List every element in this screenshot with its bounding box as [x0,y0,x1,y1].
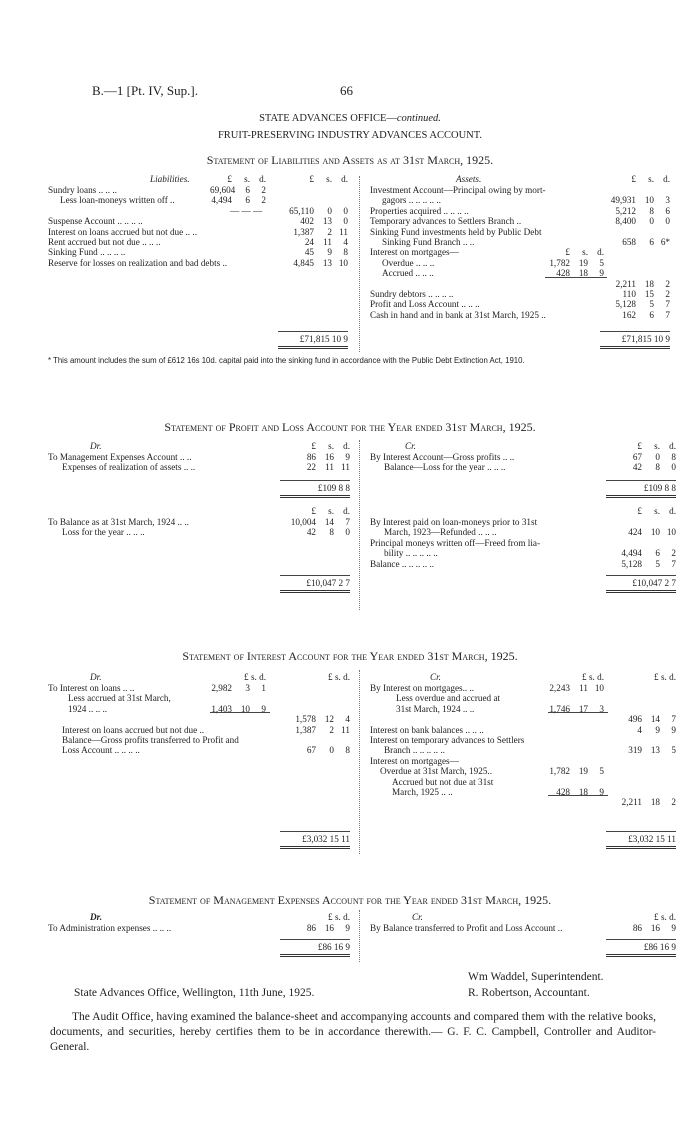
credit-label: 31st March, 1924 .. .. [396,703,475,714]
amount-shillings: 2 [329,724,334,735]
debit-amount: 86 [306,923,316,933]
credit-amount: 424 [628,527,642,538]
liability-amount: 45 [304,247,314,258]
credit-label: By Balance transferred to Profit and Loss Account .. [370,923,563,933]
debit-amount: 1,387 [295,724,316,735]
amount-shillings: 15 [644,289,654,299]
amount-shillings: 11 [579,683,588,693]
column-divider [359,440,360,610]
asset-label: Overdue .. .. .. [382,257,435,268]
credit-label: Balance—Loss for the year .. .. .. [384,462,506,473]
amount-shillings: 13 [322,216,332,227]
rule [606,939,676,940]
amount-pence: 6 [665,205,670,216]
amount-shillings: 0 [655,452,660,462]
amount-pence: 9 [599,268,604,279]
credit-label: Interest on temporary advances to Settlers [370,735,525,745]
rule [210,712,270,713]
amount-shillings: 16 [324,452,334,462]
amount-pence: d. [669,506,676,516]
superintendent-signature: Wm Waddel, Superintendent. [468,971,604,983]
credit-label: Overdue at 31st March, 1925.. [380,766,493,777]
amount-pence: 11 [339,226,348,237]
asset-label: Temporary advances to Settlers Branch .. [370,216,522,227]
debit-inner-amount: 2,982 [211,683,232,693]
amount-shillings: 5 [655,558,660,569]
amount-pence: 7 [665,309,670,320]
amount-shillings: 14 [324,517,334,527]
liabilities-heading: Liabilities. [150,174,190,184]
credit-amount: 42 [632,462,642,473]
amount-pence: d. [343,441,350,451]
amount-pence: d. [669,441,676,451]
amount-pence: 9 [599,787,604,797]
amount-shillings: 19 [578,766,588,777]
assets-heading: Assets. [456,174,482,184]
amount-pence: 9 [345,452,350,462]
amount-shillings: 6 [649,237,654,247]
debit-label: Balance—Gross profits transferred to Profit and [62,735,239,745]
amount-pence: d. [597,247,604,258]
amount-pence: 11 [341,724,350,735]
amount-pence: 0 [343,216,348,227]
liability-amount: 24 [304,237,314,247]
amount-shillings: 18 [650,797,660,808]
column-heading: £ s. d. [328,672,350,682]
double-rule [606,846,676,849]
credit-inner-amount: 1,746 [549,703,570,714]
credit-inner-amount: 2,243 [549,683,570,693]
liability-label: Interest on loans accrued but not due .. .. [48,226,197,237]
rule [280,480,350,481]
amount-shillings: 0 [327,205,332,216]
asset-amount: 8,400 [615,216,636,227]
amount-pence: 0 [345,527,350,538]
amount-pence: 5 [599,257,604,268]
debit-label: Interest on loans accrued but not due .. [62,724,205,735]
amount-shillings: 8 [329,527,334,538]
amount-pence: 2 [671,548,676,559]
credit-label: Branch .. .. .. .. .. [384,745,445,756]
amount-shillings: 0 [329,745,334,756]
double-rule [280,495,350,498]
total-amount: £109 8 8 [643,483,676,493]
amount-shillings: 10 [240,703,250,714]
amount-shillings: 2 [327,226,332,237]
asset-amount: 110 [622,289,636,299]
liability-inner-amount: 4,494 [211,195,232,206]
column-divider [359,670,360,854]
amount-pence: 5 [671,745,676,756]
amount-shillings: 13 [322,257,332,268]
amount-pence: 7 [345,517,350,527]
asset-amount: 49,931 [610,195,636,206]
asset-amount: 2,211 [615,278,636,289]
place-and-date: State Advances Office, Wellington, 11th June, 1925. [74,987,315,999]
amount-pence: 3 [665,195,670,206]
total-amount: £109 8 8 [317,483,350,493]
rule [548,795,608,796]
amount-pence: 9 [671,923,676,933]
amount-pence: 0 [671,462,676,473]
amount-pence: d. [663,174,670,184]
debit-amount: 1,578 [295,714,316,725]
total-amount: £3,032 15 11 [302,834,350,844]
amount-pence: 0 [665,216,670,227]
amount-shillings: 8 [649,205,654,216]
rule [280,939,350,940]
double-rule [600,346,670,349]
liability-inner-amount: 69,604 [210,185,236,195]
total-amount: £10,047 2 7 [632,578,676,588]
liability-amount: 65,110 [289,205,314,216]
liability-amount: 402 [300,216,314,227]
column-heading: £ [311,506,316,516]
debit-amount: 10,004 [290,517,316,527]
amount-shillings: 11 [323,237,332,247]
asset-inner-amount: £ [565,247,570,258]
column-heading: £ [227,174,232,184]
credit-label: Less overdue and accrued at [396,693,501,704]
debit-label: To Management Expenses Account .. .. [48,452,192,462]
amount-shillings: 5 [649,299,654,310]
credit-amount: 2,211 [621,797,642,808]
amount-shillings: 10 [650,527,660,538]
credit-amount: 4,494 [621,548,642,559]
amount-pence: 8 [343,247,348,258]
liability-label: Reserve for losses on realization and bad debts .. [48,257,228,268]
credit-label: bility .. .. .. .. .. [384,548,438,559]
amount-shillings: 13 [650,745,660,756]
amount-shillings: 6 [649,309,654,320]
column-heading: £ [637,506,642,516]
amount-pence: 2 [261,185,266,195]
liability-label: Less loan-moneys written off .. [60,195,175,206]
debit-heading: Dr. [90,912,102,922]
liability-label: Sinking Fund .. .. .. .. [48,247,126,258]
amount-pence: 4 [345,714,350,725]
asset-label: Sinking Fund Branch .. .. [382,237,475,247]
debit-amount: 22 [306,462,316,473]
credit-label: By Interest Account—Gross profits .. .. [370,452,515,462]
credit-label: Interest on mortgages— [370,755,459,766]
asset-label: Interest on mortgages— [370,247,459,258]
liability-label: Sundry loans .. .. .. [48,185,117,195]
column-heading: £ [631,174,636,184]
amount-pence: 6* [660,237,670,247]
amount-shillings: 0 [649,216,654,227]
amount-shillings: 10 [644,195,654,206]
profit-loss-title: Statement of Profit and Loss Account for the Year ended 31st March, 1925. [164,420,536,434]
rule [606,575,676,576]
asset-label: Sinking Fund investments held by Public Debt [370,226,542,237]
credit-label: Accrued but not due at 31st [392,776,494,787]
office-title: STATE ADVANCES OFFICE—continued. [259,113,441,124]
amount-shillings: s. [328,441,334,451]
amount-pence: 8 [671,452,676,462]
double-rule [606,495,676,498]
credit-amount: 319 [628,745,642,756]
document-reference: B.—1 [Pt. IV, Sup.]. [92,83,198,98]
amount-shillings: 12 [324,714,334,725]
column-heading: £ s. d. [654,672,676,682]
liability-amount: 1,387 [293,226,314,237]
asset-label: Properties acquired .. .. .. .. [370,205,469,216]
debit-label: Less accrued at 31st March, [68,693,171,704]
debit-label: To Interest on loans .. .. [48,683,135,693]
asset-label: Cash in hand and in bank at 31st March, 1925 .. [370,309,546,320]
credit-amount: 67 [632,452,642,462]
amount-pence: 10 [594,683,604,693]
double-rule [280,846,350,849]
amount-shillings: 6 [245,185,250,195]
amount-shillings: s. [244,174,250,184]
amount-shillings: s. [654,506,660,516]
amount-shillings: s. [582,247,588,258]
amount-shillings: 14 [650,714,660,725]
amount-shillings: 11 [325,462,334,473]
amount-shillings: 6 [245,195,250,206]
liability-label: Suspense Account .. .. .. .. [48,216,143,227]
rule [606,831,676,832]
debit-inner-amount: 1,403 [211,703,232,714]
liability-label: Rent accrued but not due .. .. .. [48,237,161,247]
amount-shillings: 19 [578,257,588,268]
amount-shillings: 16 [650,923,660,933]
column-heading: £ s. d. [328,912,350,922]
amount-pence: 2 [665,278,670,289]
total-amount: £86 16 9 [317,942,350,952]
amount-pence: 0 [343,205,348,216]
debit-label: Loss Account .. .. .. .. [62,745,140,756]
credit-amount: 5,128 [621,558,642,569]
amount-pence: d. [343,506,350,516]
rule [280,575,350,576]
debit-amount: 86 [306,452,316,462]
amount-shillings: 3 [245,683,250,693]
amount-shillings: 6 [655,548,660,559]
debit-heading: Dr. [90,441,102,451]
asset-label: Profit and Loss Account .. .. .. [370,299,480,310]
amount-pence: d. [341,174,348,184]
rule [606,480,676,481]
total-amount: £71,815 10 9 [621,334,670,344]
amount-shillings: 18 [578,268,588,279]
amount-pence: 5 [599,766,604,777]
amount-shillings: s. [328,506,334,516]
amount-pence: 7 [671,714,676,725]
amount-pence: d. [259,174,266,184]
asset-amount: 658 [622,237,636,247]
amount-pence: 7 [671,558,676,569]
column-heading: £ [637,441,642,451]
total-amount: £71,815 10 9 [299,334,348,344]
credit-label: March, 1925 .. .. [392,787,453,797]
credit-heading: Cr. [412,912,423,922]
amount-pence: 9 [345,923,350,933]
credit-heading: Cr. [405,441,416,451]
asset-label: Sundry debtors .. .. .. .. [370,289,454,299]
audit-certificate: The Audit Office, having examined the balance-sheet and accompanying accounts and compared them with the relative books, documents, and securities, hereby certifies them to be in accordance therewith.— G. F. C. Campbell, Controller and Auditor-General. [50,1011,656,1053]
credit-label: Principal moneys written off—Freed from lia- [370,537,541,548]
debit-label: 1924 .. .. .. [68,703,108,714]
amount-shillings: 9 [327,247,332,258]
debit-heading: Dr. [90,672,102,682]
liability-amount: 4,845 [293,257,314,268]
amount-shillings: 16 [324,923,334,933]
asset-amount: 5,128 [615,299,636,310]
amount-pence: 3 [599,703,604,714]
column-heading: £ s. d. [582,672,604,682]
credit-label: Balance .. .. .. .. .. [370,558,435,569]
asset-label: Investment Account—Principal owing by mort- [370,185,546,195]
double-rule [280,590,350,593]
amount-pence: 4 [343,237,348,247]
dash-line: — — — [230,205,263,216]
amount-shillings: 18 [578,787,588,797]
amount-pence: 2 [261,195,266,206]
total-amount: £10,047 2 7 [306,578,350,588]
amount-pence: 8 [345,745,350,756]
balance-sheet-title: Statement of Liabilities and Assets as at 31st March, 1925. [206,153,494,167]
account-title: FRUIT-PRESERVING INDUSTRY ADVANCES ACCOUNT. [217,130,483,141]
asset-label: gagors .. .. .. .. .. [382,195,441,206]
credit-inner-amount: 1,782 [549,766,570,777]
amount-shillings: s. [654,441,660,451]
double-rule [606,590,676,593]
amount-pence: 2 [665,289,670,299]
double-rule [278,346,348,349]
debit-label: To Administration expenses .. .. .. [48,923,172,933]
asset-amount: 162 [622,309,636,320]
amount-pence: 10 [666,527,676,538]
debit-label: Expenses of realization of assets .. .. [62,462,196,473]
amount-shillings: 9 [655,724,660,735]
credit-label: By Interest paid on loan-moneys prior to 31st [370,517,538,527]
column-divider [359,910,360,962]
credit-amount: 496 [628,714,642,725]
footnote: * This amount includes the sum of £612 16s 10d. capital paid into the sinking fund in accordance with the Public Debt Extinction Act, 1910. [48,356,525,365]
amount-pence: 7 [665,299,670,310]
debit-amount: 42 [306,527,316,538]
page-number: 66 [340,83,353,98]
asset-inner-amount: 428 [556,268,570,279]
column-heading: £ s. d. [244,672,266,682]
accountant-signature: R. Robertson, Accountant. [468,987,590,999]
management-expenses-title: Statement of Management Expenses Account for the Year ended 31st March, 1925. [148,893,552,907]
credit-inner-amount: 428 [556,787,570,797]
column-heading: £ [311,441,316,451]
double-rule [280,954,350,957]
credit-label: Interest on bank balances .. .. .. [370,724,484,735]
debit-amount: 67 [306,745,316,756]
column-heading: £ s. d. [654,912,676,922]
rule [280,831,350,832]
interest-account-title: Statement of Interest Account for the Year ended 31st March, 1925. [182,649,518,663]
amount-pence: 11 [341,462,350,473]
amount-pence: 2 [671,797,676,808]
credit-label: March, 1923—Refunded .. .. .. [384,527,497,538]
credit-amount: 4 [637,724,642,735]
double-rule [606,954,676,957]
rule [600,331,670,332]
debit-label: Loss for the year .. .. .. [62,527,145,538]
rule [548,712,608,713]
amount-shillings: s. [326,174,332,184]
debit-label: To Balance as at 31st March, 1924 .. .. [48,517,189,527]
rule [545,277,607,278]
credit-amount: 86 [632,923,642,933]
rule [278,331,348,332]
amount-pence: 10 [338,257,348,268]
amount-shillings: 17 [578,703,588,714]
asset-amount: 5,212 [615,205,636,216]
column-divider [359,176,360,352]
amount-pence: 1 [261,683,266,693]
credit-label: By Interest on mortgages.. .. [370,683,475,693]
amount-shillings: s. [648,174,654,184]
amount-pence: 9 [261,703,266,714]
total-amount: £3,032 15 11 [628,834,676,844]
total-amount: £86 16 9 [643,942,676,952]
amount-shillings: 18 [644,278,654,289]
column-heading: £ [309,174,314,184]
amount-shillings: 8 [655,462,660,473]
asset-inner-amount: 1,782 [549,257,570,268]
asset-label: Accrued .. .. .. [382,268,434,279]
credit-heading: Cr. [430,672,441,682]
amount-pence: 9 [671,724,676,735]
